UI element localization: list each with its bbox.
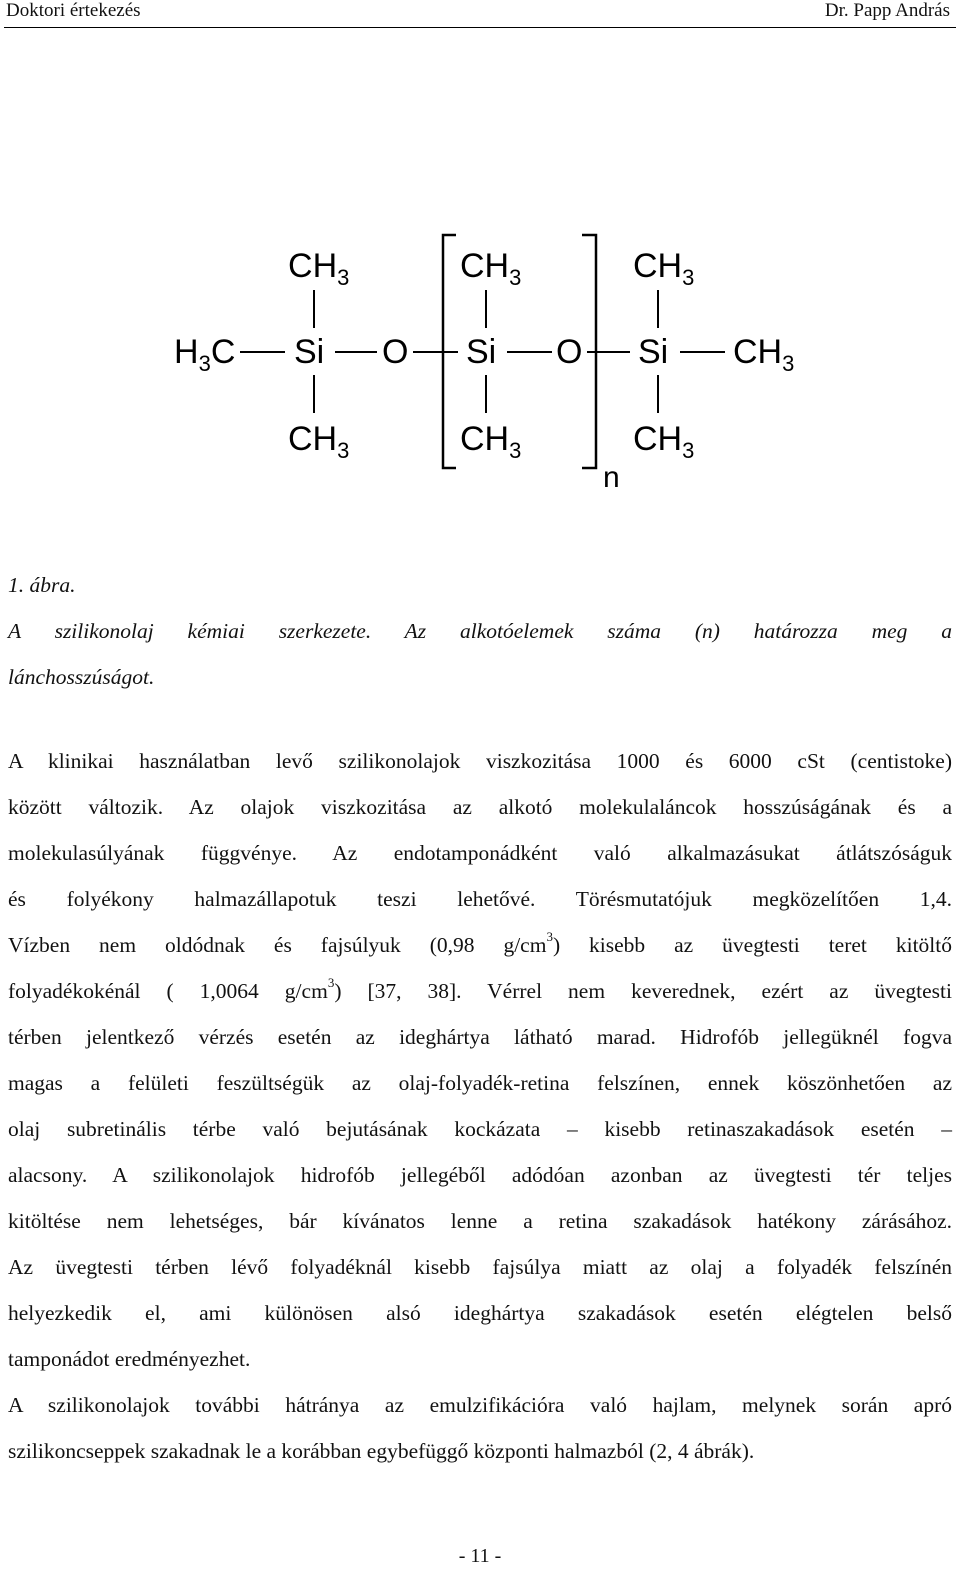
p1-line-2: között változik. Az olajok viszkozitása az alkotó molekulaláncok hosszúságának és a	[8, 795, 952, 819]
paragraph-2	[8, 1382, 952, 1474]
silicon-2: Si	[466, 333, 497, 371]
page-number: - 11 -	[458, 1545, 502, 1567]
page-header	[0, 0, 960, 30]
methyl-top-left: $CH_3$	[288, 247, 350, 290]
p1-line-11: kitöltése nem lehetséges, bár kívánatos lenne a retina szakadások hatékony zárásához.	[8, 1209, 952, 1233]
p1-line-13: helyezkedik el, ami különösen alsó ideghártya szakadások esetén elégtelen belső	[8, 1301, 952, 1325]
p1-line-7: térben jelentkező vérzés esetén az ideghártya látható marad. Hidrofób jellegüknél fogva	[8, 1025, 952, 1049]
methyl-bottom-right: $CH_3$	[633, 420, 695, 463]
p1-line-5: Vízben nem oldódnak és fajsúlyuk (0,98 $g/cm^3$) kisebb az üvegtesti teret kitöltő	[8, 928, 952, 957]
p1-line-9: olaj subretinális térbe való bejutásának kockázata – kisebb retinaszakadások esetén –	[8, 1117, 952, 1141]
right-end-group: $CH_3$	[733, 333, 795, 376]
methyl-top-middle: $CH_3$	[460, 247, 522, 290]
left-end-group: $H_3C$	[174, 333, 236, 376]
caption-label: 1. ábra.	[8, 573, 76, 597]
oxygen-2: O	[556, 333, 583, 371]
body-text	[8, 738, 952, 1474]
header-author: Dr. Papp András	[824, 0, 950, 21]
p1-line-4: és folyékony halmazállapotuk teszi lehetővé. Törésmutatójuk megközelítően 1,4.	[8, 887, 952, 911]
figure-caption	[8, 562, 952, 700]
methyl-top-right: $CH_3$	[633, 247, 695, 290]
silicon-1: Si	[294, 333, 325, 371]
p2-line-1: A szilikonolajok további hátránya az emulzifikációra való hajlam, melynek során apró	[8, 1393, 952, 1417]
methyl-bottom-left: $CH_3$	[288, 420, 350, 463]
p1-line-3: molekulasúlyának függvénye. Az endotamponádként való alkalmazásukat átlátszóságuk	[8, 841, 952, 865]
header-rule	[4, 27, 956, 28]
p1-line-14: tamponádot eredményezhet.	[8, 1347, 251, 1371]
p1-line-10: alacsony. A szilikonolajok hidrofób jellegéből adódóan azonban az üvegtesti tér teljes	[8, 1163, 952, 1187]
paragraph-1	[8, 738, 952, 1382]
caption-line-1: A szilikonolaj kémiai szerkezete. Az alkotóelemek száma (n) határozza meg a	[8, 619, 952, 643]
p2-line-2: szilikoncseppek szakadnak le a korábban egybefüggő központi halmazból (2, 4 ábrák).	[8, 1439, 755, 1463]
silicone-oil-structure-figure	[160, 225, 820, 500]
oxygen-1: O	[382, 333, 409, 371]
p1-line-6: folyadékokénál ( 1,0064 $g/cm^3$) [37, 38]. Vérrel nem keverednek, ezért az üvegtesti	[8, 974, 952, 1003]
p1-line-8: magas a felületi feszültségük az olaj-folyadék-retina felszínen, ennek köszönhetően az	[8, 1071, 952, 1095]
repeat-index: n	[603, 461, 620, 494]
methyl-bottom-middle: $CH_3$	[460, 420, 522, 463]
p1-line-1: A klinikai használatban levő szilikonolajok viszkozitása 1000 és 6000 cSt (centistoke)	[8, 749, 952, 773]
silicon-3: Si	[638, 333, 669, 371]
p1-line-12: Az üvegtesti térben lévő folyadéknál kisebb fajsúlya miatt az olaj a folyadék felszínén	[8, 1255, 952, 1279]
caption-line-2: lánchosszúságot.	[8, 665, 155, 689]
header-title: Doktori értekezés	[6, 0, 141, 21]
